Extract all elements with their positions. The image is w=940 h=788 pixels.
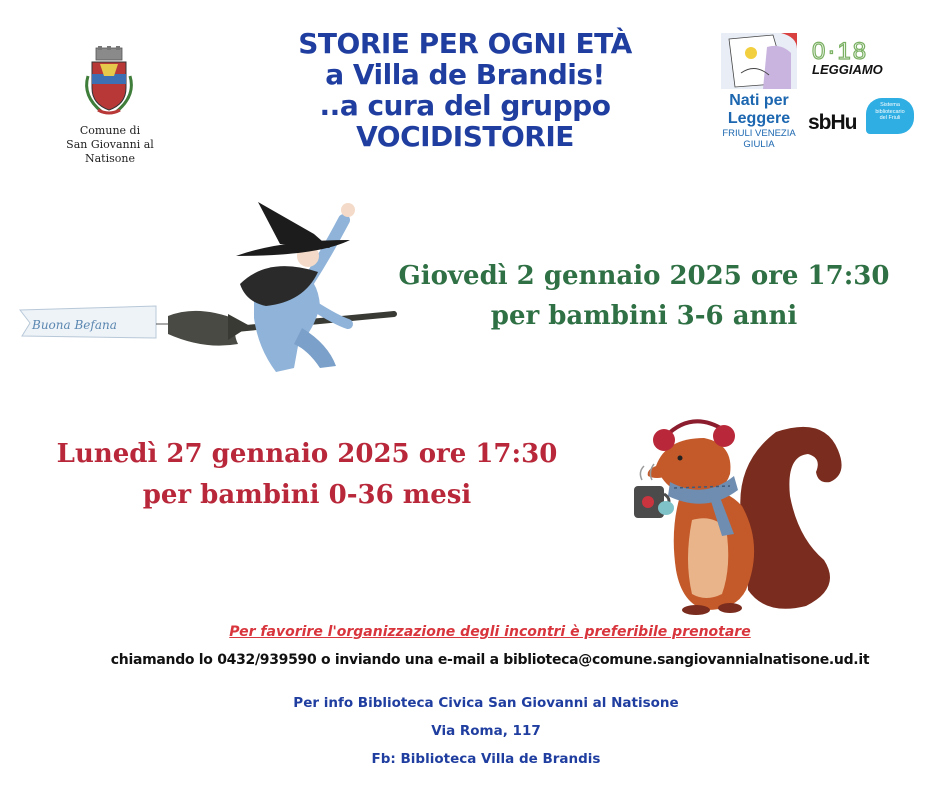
sbhu-logo-text: sbHu (808, 111, 857, 134)
title-line-3: ..a cura del gruppo (319, 89, 611, 122)
comune-label (40, 124, 180, 166)
npl-sub1: FRIULI VENEZIA (722, 128, 796, 139)
squirrel-with-mug-icon (626, 410, 866, 620)
npl-line1: Nati per (729, 92, 789, 109)
contact-info: chiamando lo 0432/939590 o inviando una e-mail a biblioteca@comune.sangiovannialnatisone.ud.it (110, 652, 870, 668)
library-address: Via Roma, 117 (431, 723, 541, 739)
event-1-date: Giovedì 2 gennaio 2025 ore 17:30 (398, 261, 890, 291)
library-info (186, 689, 786, 773)
nati-per-leggere-text (716, 92, 802, 150)
title-line-2: a Villa de Brandis! (325, 58, 605, 91)
title-line-1: STORIE PER OGNI ETÀ (298, 27, 632, 60)
booking-notice: Per favorire l'organizzazione degli incontri è preferibile prenotare (229, 624, 751, 640)
witch-on-broom-icon (18, 198, 398, 376)
sbhu-badge-text (866, 102, 914, 122)
library-name: Per info Biblioteca Civica San Giovanni al Natisone (293, 695, 679, 711)
event-1 (364, 256, 924, 336)
page-title (270, 28, 660, 152)
sbhu-badge-line3: del Friuli (879, 115, 901, 121)
comune-line2: San Giovanni al Natisone (66, 138, 154, 165)
coat-of-arms-icon (78, 46, 140, 118)
event-2-audience: per bambini 0-36 mesi (142, 480, 472, 510)
leggiamo-logo-text: LEGGIAMO (812, 62, 883, 77)
comune-line1: Comune di (79, 124, 141, 137)
nati-per-leggere-logo-icon (721, 33, 797, 89)
event-2 (24, 434, 590, 516)
event-2-date: Lunedì 27 gennaio 2025 ore 17:30 (56, 439, 558, 469)
event-1-audience: per bambini 3-6 anni (490, 301, 798, 331)
title-line-4: VOCIDISTORIE (356, 120, 574, 153)
library-facebook: Fb: Biblioteca Villa de Brandis (371, 751, 601, 767)
sbhu-badge-line2: bibliotecario (875, 108, 905, 115)
npl-sub2: GIULIA (743, 139, 775, 150)
sbhu-badge-line1: Sistema (880, 102, 900, 108)
leggiamo-digits: 0·18 (812, 38, 869, 65)
banner-text: Buona Befana (32, 318, 117, 332)
npl-line2: Leggere (727, 110, 791, 127)
